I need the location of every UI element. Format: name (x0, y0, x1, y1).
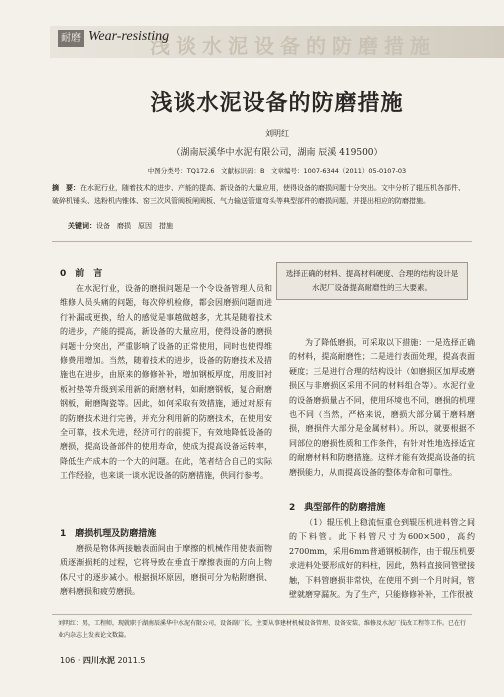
footer-separator: · (77, 656, 81, 665)
paragraph: （1）辊压机上稳流恒重仓到辊压机进料管之间的下料管。此下料管尺寸为600×500，高约2700mm，采用6mm普通钢板制作，由于辊压机要求进料处要形成好的料柱，因此，熟料直接同管壁接触，下料管磨损非常快，在使用不到一个月时间，管壁就磨穿漏灰。为了生产，只能修修补补，工作很被 (289, 518, 475, 600)
author: 刘明红 (265, 129, 289, 138)
page-number: 106 (60, 656, 76, 665)
abstract-text: 在水泥行业，随着技术的进步、产能的提高、新设备的大量应用，使得设备的磨损问题十分突出。文中分析了辊压机各部件、破碎机锤头、选粉机内锥体、窑三次风管阀板闸阀板、气力输送管道弯头等典型部件的磨损问题，并提出相应的防磨措施。 (52, 184, 465, 205)
header-band-watermark: 浅谈水泥设备的防磨措施 (150, 34, 436, 58)
section-1-title: 1 磨损机理及防磨措施 (60, 529, 157, 539)
abstract (52, 182, 470, 208)
affiliation: （湖南辰溪华中水泥有限公司，湖南 辰溪 419500） (171, 148, 383, 158)
pull-quote: 选择正确的材料、提高材料硬度、合理的结构设计是水泥厂设备提高耐磨性的三大要素。 (276, 262, 468, 300)
section-1-body (60, 542, 272, 600)
page-footer (60, 655, 145, 666)
keywords-text: 设备 磨损 原因 措施 (96, 222, 173, 230)
header-divider (52, 241, 472, 242)
section-2-title: 2 典型部件的防磨措施 (289, 503, 386, 513)
section-tag-english: Wear-resisting (88, 29, 170, 44)
author-footnote: 刘明红：男，工程师，现就职于湖南辰溪华中水泥有限公司，设备副厂长，主要从事建材机械设备管理、设备安装、维修及水泥厂技改工程等工作。已在行业内杂志上发表论文数篇。 (58, 620, 467, 639)
section-0-title: 0 前 言 (60, 269, 103, 279)
section-0-continued (289, 336, 475, 480)
article-title: 浅谈水泥设备的防磨措施 (150, 91, 404, 116)
journal-issue: 2011.5 (117, 656, 146, 665)
section-0-body (60, 282, 272, 484)
paragraph: 在水泥行业，设备的磨损问题是一个令设备管理人员和维修人员头痛的问题，每次停机检修，都会因磨损问题而进行补漏或更换，给人的感觉是事越做越多，尤其是随着技术的进步，产能的提高，新设备的大量应用，使得设备的磨损问题十分突出，严重影响了设备的正常使用，同时也使得维修费用增加。当然，随着技术的进步，设备的防磨技术及措施也在进步，由原来的修修补补，增加钢板厚度，用废旧衬板衬垫等升级到采用新的耐磨材料，如耐磨钢板，复合耐磨钢板，耐磨陶瓷等。因此，如何采取有效措施，通过对原有的防磨技术进行完善，并充分利用新的防磨技术，在使用安全可靠，技术先进，经济可行的前提下，有效地降低设备的磨损，提高设备部件的使用寿命，使成为提高设备运转率，降低生产成本的一个大的问题。在此，笔者结合自己的实际工作经验，也来谈一谈水泥设备的防磨措施，供同行参考。 (60, 284, 272, 481)
paragraph: 磨损是物体两接触表面间由于摩擦的机械作用使表面物质逐渐损耗的过程，它将导致在垂直于摩擦表面的方向上物体尺寸的逐步减小。根据损坏原因，磨损可分为粘附磨损、磨料磨损和疲劳磨损。 (60, 544, 272, 597)
abstract-label: 摘 要： (52, 184, 80, 192)
classification-codes: 中图分类号：TQ172.6 文献标识码：B 文章编号：1007-6344（2011）05-0107-03 (147, 167, 407, 175)
footnote-divider (52, 614, 472, 615)
journal-name: 四川水泥 (82, 656, 115, 665)
keywords-label: 关键词： (68, 222, 96, 230)
section-2-body (289, 516, 475, 602)
keywords (68, 221, 173, 231)
section-tag: 耐磨 (58, 30, 84, 47)
paragraph: 为了降低磨损，可采取以下措施：一是选择正确的材料，提高耐磨性；二是进行表面处理，提高表面硬度；三是进行合理的结构设计（如磨损区加厚或磨损区与非磨损区采用不同的材料组合等）。水泥行业的设备磨损量占不同，使用环境也不同，磨损的机理也不同（当然，严格来说，磨损大部分属于磨料磨损，磨损件大部分是金属材料）。所以，就要根据不同部位的磨损性质和工作条件，有针对性地选择适宜的耐磨材料和防磨措施。这样才能有效提高设备的抗磨损能力，从而提高设备的整体寿命和可靠性。 (289, 338, 475, 477)
